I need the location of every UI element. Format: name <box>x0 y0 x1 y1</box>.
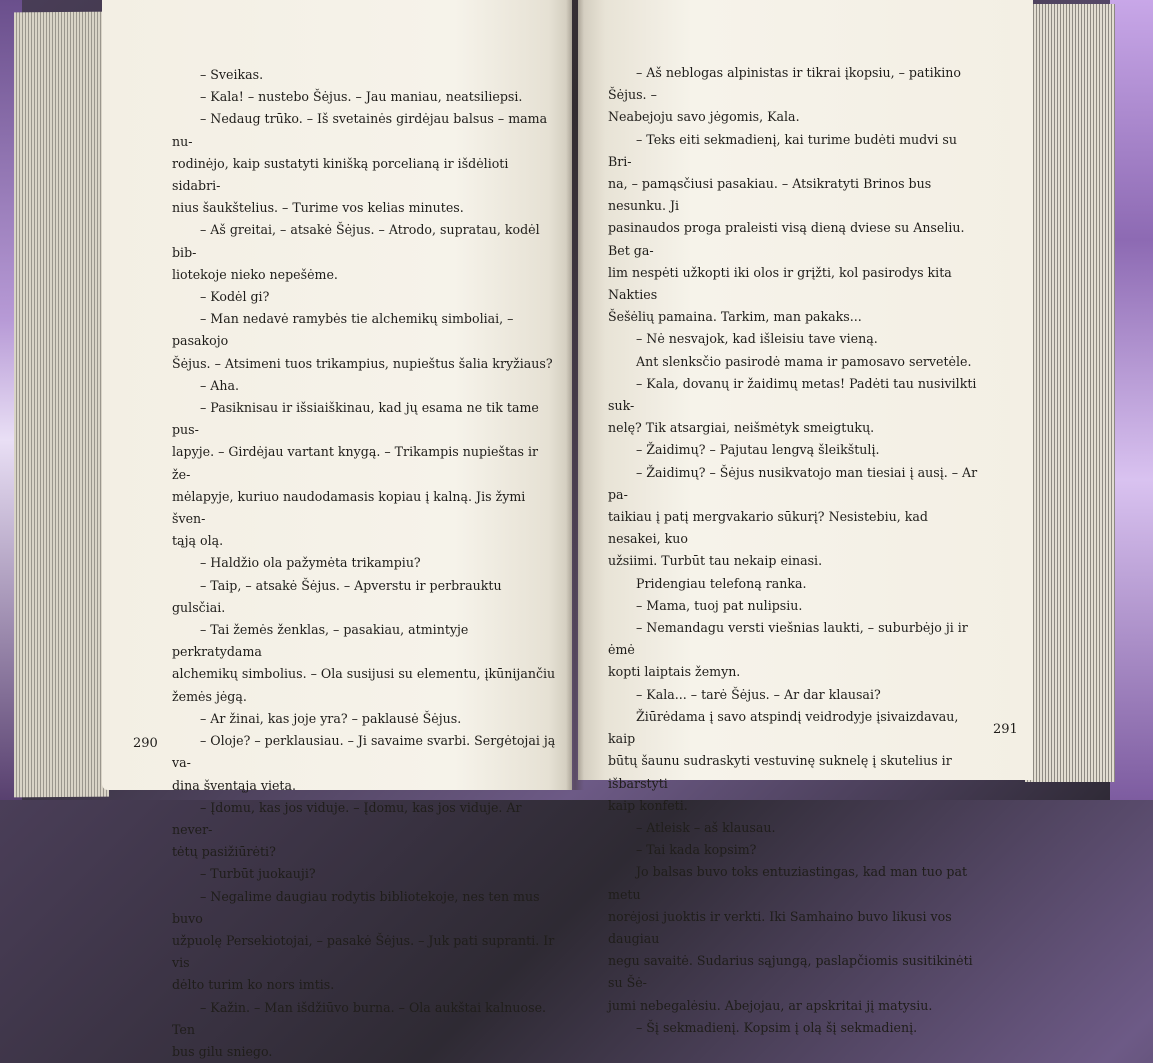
text-line: mėlapyje, kuriuo naudodamasis kopiau į kalną. Jis žymi šven- <box>172 488 526 527</box>
text-line: – Taip, – atsakė Šėjus. – Apverstu ir perbrauktu gulsčiai. <box>172 577 502 615</box>
text-line: pasinaudos proga praleisti visą dieną dviese su Anseliu. Bet ga- <box>608 220 965 258</box>
text-line: – Nė nesvajok, kad išleisiu tave vieną. <box>636 331 878 347</box>
text-line: Ant slenksčio pasirodė mama ir pamosavo servetėle. <box>636 353 972 369</box>
text-line: – Aha. <box>200 377 240 393</box>
text-line: – Kala... – tarė Šėjus. – Ar dar klausai? <box>636 686 881 702</box>
text-line: – Kažin. – Man išdžiūvo burna. – Ola aukštai kalnuose. Ten <box>172 999 547 1037</box>
text-line: – Kala, dovanų ir žaidimų metas! Padėti tau nusivilkti suk- <box>608 375 977 414</box>
text-line: užpuolę Persekiotojai, – pasakė Šėjus. – Juk pati supranti. Ir vis <box>172 932 555 971</box>
text-line: – Haldžio ola pažymėta trikampiu? <box>200 555 421 571</box>
text-line: tąją olą. <box>172 533 224 549</box>
text-line: – Turbūt juokauji? <box>200 866 316 882</box>
page-edges-left <box>14 12 109 798</box>
text-line: – Aš greitai, – atsakė Šėjus. – Atrodo, supratau, kodėl bib- <box>172 222 540 260</box>
text-line: – Pasiknisau ir išsiaiškinau, kad jų esama ne tik tame pus- <box>172 400 539 438</box>
text-line: kaip konfeti. <box>608 797 688 813</box>
text-line: – Nedaug trūko. – Iš svetainės girdėjau balsus – mama nu- <box>172 111 548 149</box>
text-line: tėtų pasižiūrėti? <box>172 844 276 860</box>
page-number-right: 291 <box>993 722 1018 737</box>
text-line: – Tai kada kopsim? <box>636 842 757 858</box>
text-line: – Ar žinai, kas joje yra? – paklausė Šėjus. <box>200 710 462 726</box>
text-line: – Oloje? – perklausiau. – Ji savaime svarbi. Sergėtojai ją va- <box>172 733 556 771</box>
text-line: kopti laiptais žemyn. <box>608 664 741 680</box>
text-line: lim nespėti užkopti iki olos ir grįžti, kol pasirodys kita Nakties <box>608 264 952 303</box>
text-line: Pridengiau telefoną ranka. <box>636 575 807 591</box>
text-line: – Kodėl gi? <box>200 289 270 305</box>
text-line: – Aš neblogas alpinistas ir tikrai įkopsiu, – patikino Šėjus. – <box>608 65 961 103</box>
background-cloth-right <box>1110 0 1153 800</box>
right-page-text <box>608 62 980 1039</box>
text-line: alchemikų simbolius. – Ola susijusi su elementu, įkūnijančiu <box>172 666 556 682</box>
text-line: na, – pamąsčiusi pasakiau. – Atsikratyti Brinos bus nesunku. Ji <box>608 176 932 214</box>
text-line: nelę? Tik atsargiai, neišmėtyk smeigtukų. <box>608 420 875 436</box>
text-line: Jo balsas buvo toks entuziastingas, kad man tuo pat metu <box>608 864 968 902</box>
text-line: – Man nedavė ramybės tie alchemikų simboliai, – pasakojo <box>172 311 514 349</box>
book-gutter <box>566 0 584 790</box>
text-line: nius šaukštelius. – Turime vos kelias minutes. <box>172 200 464 216</box>
text-line: – Teks eiti sekmadienį, kai turime budėti mudvi su Bri- <box>608 131 957 169</box>
text-line: taikiau į patį mergvakario sūkurį? Nesistebiu, kad nesakei, kuo <box>608 509 928 547</box>
text-line: būtų šaunu sudraskyti vestuvinę suknelę į skutelius ir išbarstyti <box>608 753 952 791</box>
text-line: užsiimi. Turbūt tau nekaip einasi. <box>608 553 823 569</box>
text-line: – Šį sekmadienį. Kopsim į olą šį sekmadienį. <box>636 1019 918 1035</box>
text-line: norėjosi juoktis ir verkti. Iki Samhaino buvo likusi vos daugiau <box>608 908 952 946</box>
page-number-left: 290 <box>133 736 158 751</box>
text-line: – Sveikas. <box>200 67 264 82</box>
text-line: – Mama, tuoj pat nulipsiu. <box>636 597 803 613</box>
text-line: – Atleisk – aš klausau. <box>636 819 776 835</box>
text-line: žemės jėgą. <box>172 688 247 704</box>
text-line: dėlto turim ko nors imtis. <box>172 977 335 993</box>
text-line: Neabejoju savo jėgomis, Kala. <box>608 109 800 125</box>
text-line: – Žaidimų? – Šėjus nusikvatojo man tiesiai į ausį. – Ar pa- <box>608 464 978 502</box>
text-line: rodinėjo, kaip sustatyti kinišką porcelianą ir išdėlioti sidabri- <box>172 155 509 194</box>
text-line: dina šventąja vieta. <box>172 777 297 793</box>
left-page-text <box>172 64 556 1063</box>
text-line: Žiūrėdama į savo atspindį veidrodyje įsivaizdavau, kaip <box>608 708 959 747</box>
text-line: – Negalime daugiau rodytis bibliotekoje, nes ten mus buvo <box>172 888 540 926</box>
text-line: – Tai žemės ženklas, – pasakiau, atmintyje perkratydama <box>172 622 469 660</box>
text-line: – Įdomu, kas jos viduje. – Įdomu, kas jos viduje. Ar never- <box>172 799 522 837</box>
text-line: – Žaidimų? – Pajutau lengvą šleikštulį. <box>636 442 880 458</box>
text-line: liotekoje nieko nepešėme. <box>172 266 338 282</box>
page-edges-right <box>1025 4 1115 782</box>
text-line: jumi nebegalėsiu. Abejojau, ar apskritai jį matysiu. <box>608 997 933 1013</box>
text-line: Šešėlių pamaina. Tarkim, man pakaks... <box>608 309 862 325</box>
text-line: – Nemandagu versti viešnias laukti, – suburbėjo ji ir ėmė <box>608 620 968 658</box>
text-line: Šėjus. – Atsimeni tuos trikampius, nupieštus šalia kryžiaus? <box>172 355 553 371</box>
text-line: lapyje. – Girdėjau vartant knygą. – Trikampis nupieštas ir že- <box>172 444 539 482</box>
text-line: bus gilu sniego. <box>172 1043 273 1059</box>
text-line: – Kala! – nustebo Šėjus. – Jau maniau, neatsiliepsi. <box>200 89 523 105</box>
text-line: negu savaitė. Sudarius sąjungą, paslapčiomis susitikinėti su Šė- <box>608 953 973 991</box>
